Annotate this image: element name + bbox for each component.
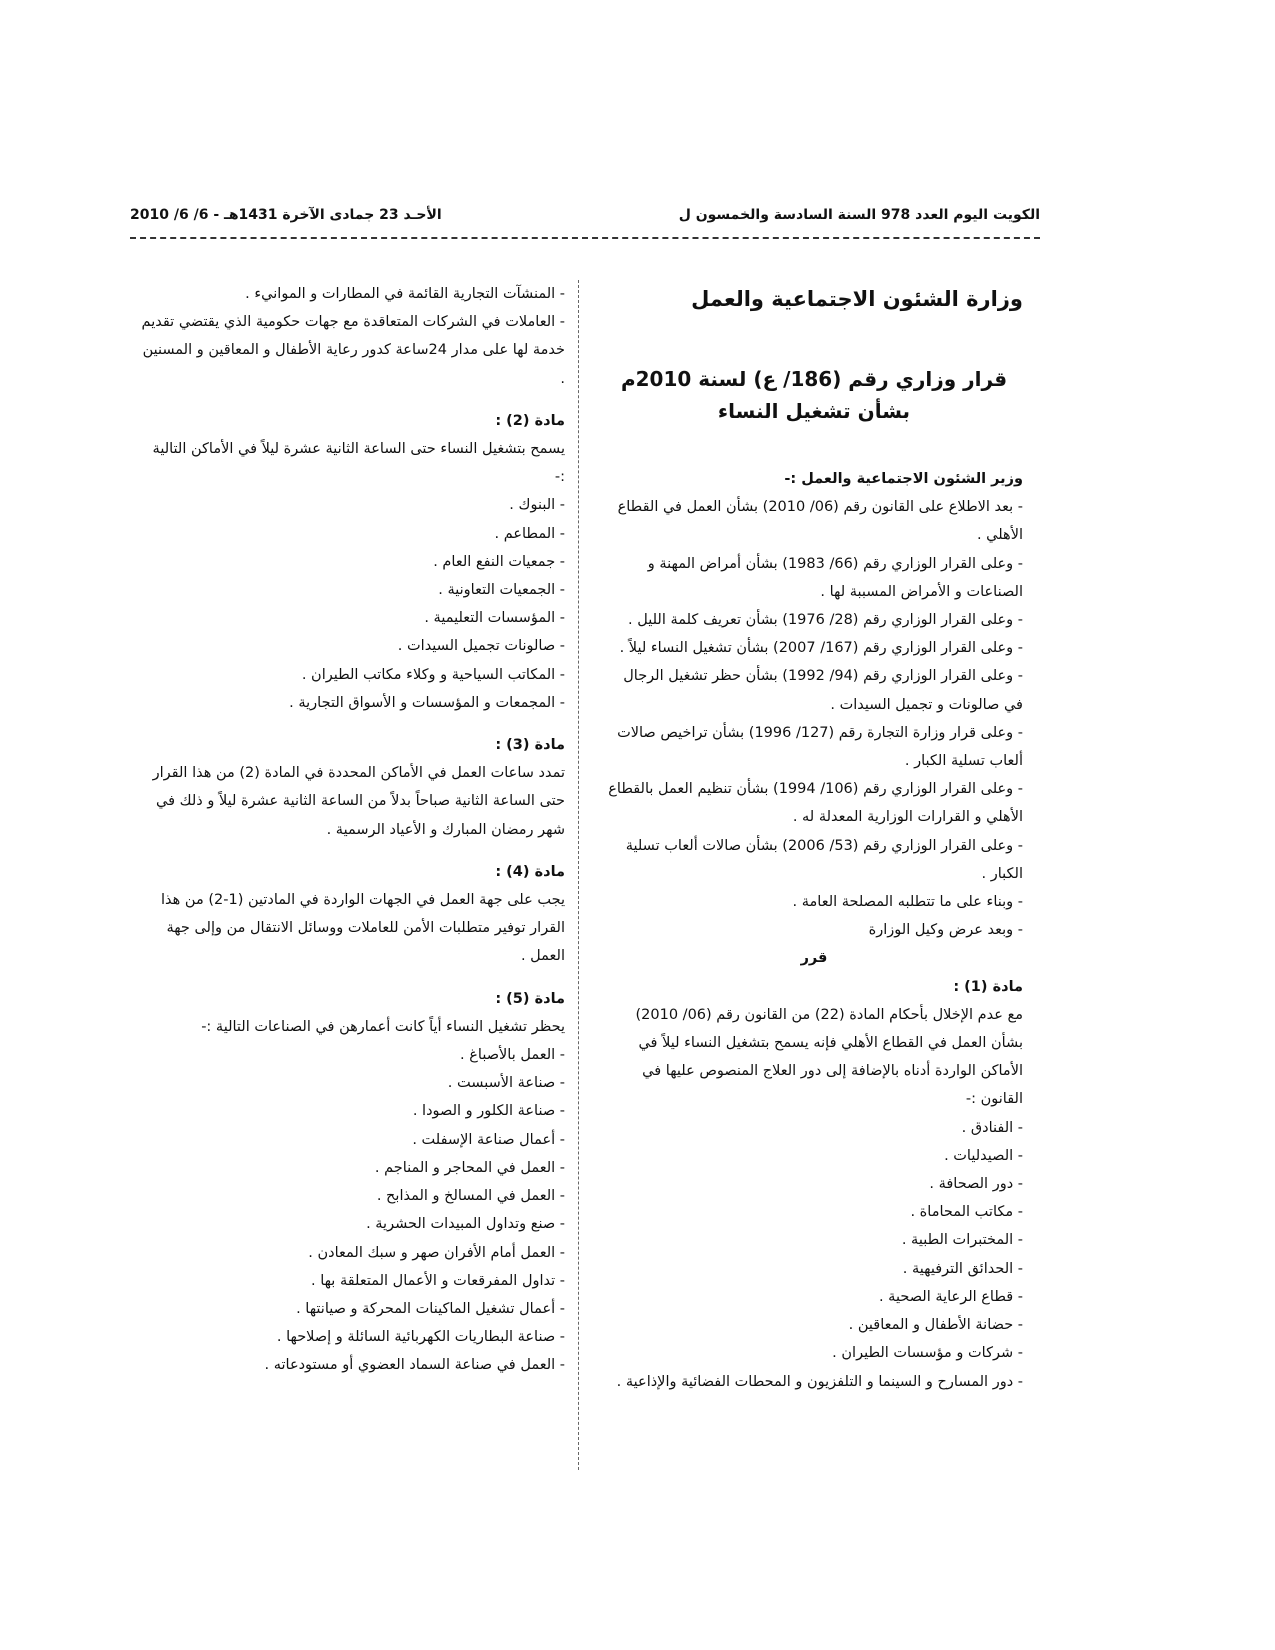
header-issue-info: الكويت اليوم العدد 978 السنة السادسة والخمسون ل [678, 207, 1040, 223]
article-3-text: تمدد ساعات العمل في الأماكن المحددة في المادة (2) من هذا القرار حتى الساعة الثانية صباحاً بدلاً من الساعة الثانية عشرة ليلاً و ذلك في شهر رمضان المبارك و الأعياد الرسمية . [152, 765, 565, 838]
column-divider [578, 280, 579, 1470]
list-item: - العاملات في الشركات المتعاقدة مع جهات حكومية الذي يقتضي تقديم خدمة لها على مدار 24ساعة كدور رعاية الأطفال و المعاقين و المسنين . [141, 314, 565, 387]
recital: - وبعد عرض وكيل الوزارة [868, 922, 1023, 939]
header-date: الأحـد 23 جمادى الآخرة 1431هـ - 6/ 6/ 2010 [130, 207, 442, 223]
header-rule [130, 237, 1040, 239]
list-item: - صناعة الأسبست . [447, 1075, 565, 1092]
page-header [130, 205, 1040, 235]
list-item: - المختبرات الطبية . [901, 1232, 1023, 1249]
recital: - وعلى القرار الوزاري رقم (66/ 1983) بشأن أمراض المهنة و الصناعات و الأمراض المسببة لها . [647, 555, 1023, 600]
list-item: - المؤسسات التعليمية . [424, 610, 565, 627]
list-item: - مكاتب المحاماة . [910, 1204, 1023, 1221]
list-item: - المنشآت التجارية القائمة في المطارات و الموانيء . [245, 286, 565, 302]
list-item: - جمعيات النفع العام . [433, 553, 565, 570]
list-item: - دور المسارح و السينما و التلفزيون و المحطات الفضائية والإذاعية . [616, 1373, 1023, 1390]
list-item: - صناعة الكلور و الصودا . [412, 1103, 565, 1120]
right-column [605, 280, 1023, 1396]
list-item: - العمل في المحاجر و المناجم . [374, 1159, 565, 1176]
list-item: - الفنادق . [961, 1119, 1023, 1136]
article-4-text: يجب على جهة العمل في الجهات الواردة في المادتين (1-2) من هذا القرار توفير متطلبات الأمن للعاملات ووسائل الانتقال من وإلى جهة العمل . [161, 892, 565, 965]
article-5-text: يحظر تشغيل النساء أياً كانت أعمارهن في الصناعات التالية :- [201, 1018, 565, 1035]
list-item: - البنوك . [509, 497, 565, 514]
list-item: - العمل في المسالخ و المذابح . [376, 1188, 565, 1205]
article-5-title: مادة (5) : [495, 990, 565, 1007]
list-item: - صالونات تجميل السيدات . [397, 638, 565, 655]
recital: - وعلى القرار الوزاري رقم (28/ 1976) بشأن تعريف كلمة الليل . [628, 612, 1023, 629]
article-3-title: مادة (3) : [495, 737, 565, 754]
recital: - بعد الاطلاع على القانون رقم (06/ 2010) بشأن العمل في القطاع الأهلي . [617, 499, 1023, 544]
article-1-text: مع عدم الإخلال بأحكام المادة (22) من القانون رقم (06/ 2010) بشأن العمل في القطاع الأهلي فإنه يسمح بتشغيل النساء ليلاً في الأماكن الواردة أدناه بالإضافة إلى دور العلاج المنصوص عليها في القانون :- [635, 1006, 1023, 1108]
list-item: - الصيدليات . [944, 1147, 1023, 1164]
decided-heading: قرر [800, 950, 828, 967]
article-2-title: مادة (2) : [495, 412, 565, 429]
list-item: - الجمعيات التعاونية . [438, 582, 565, 599]
recital: - وعلى القرار الوزاري رقم (167/ 2007) بشأن تشغيل النساء ليلاً . [619, 640, 1023, 657]
minister-heading: وزير الشئون الاجتماعية والعمل :- [784, 471, 1023, 487]
list-item: - شركات و مؤسسات الطيران . [832, 1345, 1023, 1362]
list-item: - صنع وتداول المبيدات الحشرية . [366, 1216, 565, 1233]
list-item: - صناعة البطاريات الكهربائية السائلة و إصلاحها . [276, 1329, 565, 1346]
recital: - وعلى قرار وزارة التجارة رقم (127/ 1996) بشأن تراخيص صالات ألعاب تسلية الكبار . [617, 724, 1023, 770]
list-item: - قطاع الرعاية الصحية . [878, 1288, 1023, 1305]
recital: - وعلى القرار الوزاري رقم (53/ 2006) بشأن صالات ألعاب تسلية الكبار . [625, 837, 1023, 882]
list-item: - أعمال صناعة الإسفلت . [412, 1131, 565, 1148]
list-item: - المطاعم . [494, 525, 565, 542]
decision-title-line2: بشأن تشغيل النساء [717, 399, 911, 423]
ministry-name: وزارة الشئون الاجتماعية والعمل [691, 287, 1023, 311]
list-item: - العمل بالأصباغ . [460, 1047, 565, 1064]
list-item: - الحدائق الترفيهية . [902, 1260, 1023, 1277]
list-item: - المكاتب السياحية و وكلاء مكاتب الطيران . [301, 666, 565, 683]
list-item: - العمل في صناعة السماد العضوي أو مستودعاته . [264, 1357, 565, 1374]
recital: - وبناء على ما تتطلبه المصلحة العامة . [792, 894, 1023, 911]
recital: - وعلى القرار الوزاري رقم (106/ 1994) بشأن تنظيم العمل بالقطاع الأهلي و القرارات الوزارية المعدلة له . [608, 781, 1023, 826]
article-2-text: يسمح بتشغيل النساء حتى الساعة الثانية عشرة ليلاً في الأماكن التالية :- [152, 441, 565, 486]
decision-title-line1: قرار وزاري رقم (186/ ع) لسنة 2010م [620, 367, 1008, 391]
article-4-title: مادة (4) : [495, 863, 565, 880]
list-item: - تداول المفرقعات و الأعمال المتعلقة بها . [310, 1272, 565, 1289]
recital: - وعلى القرار الوزاري رقم (94/ 1992) بشأن حظر تشغيل الرجال في صالونات و تجميل السيدات . [623, 668, 1023, 713]
list-item: - العمل أمام الأفران صهر و سبك المعادن . [308, 1244, 565, 1261]
list-item: - دور الصحافة . [929, 1176, 1023, 1193]
list-item: - المجمعات و المؤسسات و الأسواق التجارية . [289, 694, 565, 711]
list-item: - أعمال تشغيل الماكينات المحركة و صيانتها . [296, 1300, 565, 1317]
left-column [140, 280, 565, 1380]
decision-title [605, 363, 1023, 427]
article-1-title: مادة (1) : [953, 978, 1023, 995]
list-item: - حضانة الأطفال و المعاقين . [848, 1317, 1023, 1334]
